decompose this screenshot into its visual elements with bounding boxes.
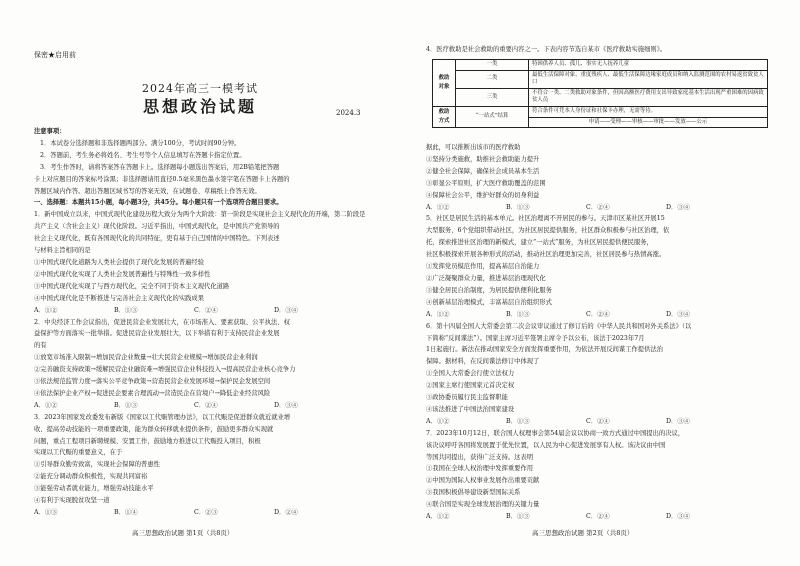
answer-a: A．①②	[426, 310, 450, 318]
exam-title: 2024年高三一模考试	[142, 82, 258, 95]
question-line: 社会主义现代化，既有各国现代化的共同特征，更有基于自己国情的中国特色。下列表述	[34, 235, 280, 243]
answer-a: A．①②	[34, 306, 58, 314]
answer-choices	[426, 309, 776, 321]
question-line: 共产主义（含社会主义）现代化阶段。习近平指出，中国式现代化，是中国共产党领导的	[34, 223, 280, 231]
answer-b: B．①③	[506, 513, 530, 521]
page-footer: 高三思想政治试题 第1页（共8页）	[132, 529, 234, 537]
question-line: 社区积极探索开展各种形式的活动，推动社区治理更加完善，社区居民参与热情高涨。	[426, 251, 666, 259]
answer-d: D．③④	[666, 513, 690, 521]
table-row	[433, 60, 768, 71]
option: ②健全社会保障，确保社会成员基本生活	[426, 167, 540, 175]
option: ②中国为国际人权事业发展作出重要贡献	[426, 477, 540, 485]
option: ④有利于实现脱贫攻坚一道	[34, 497, 110, 505]
question-line: 实现以工代赈的重要意义，在于	[34, 449, 123, 457]
level-cell: 一类	[456, 60, 529, 71]
answer-c: C．②③	[194, 509, 218, 516]
answer-b: B．①③	[114, 401, 138, 409]
option: ①中国式现代化道路为人类社会提供了现代化发展的普遍经验	[34, 258, 205, 266]
option: ①引导群众勤劳致富，实现社会保障的普惠性	[34, 461, 160, 469]
rescue-table	[432, 59, 768, 128]
question-line: 收、提高劳动技能的一项重要政策，能为群众转移就业提供条件，鼓励更多群众实现就	[34, 425, 274, 433]
option: ①全国人大常委会行使立法权力	[426, 370, 515, 378]
answer-d: D．③④	[666, 310, 690, 318]
question-line: 5．社区是居民生活的基本单元。社区治理离不开居民的参与。天津市区某社区开展15	[426, 215, 665, 223]
answer-d: D．③④	[274, 306, 298, 314]
answer-a: A．①②	[426, 417, 450, 425]
content-cell: 特困供养人员、孤儿、事实无人抚养儿童	[529, 60, 768, 71]
option: ③彰显公平原则，扩大医疗救助覆盖的范围	[426, 179, 546, 187]
answer-b: B．①③	[506, 203, 530, 211]
question-line: 与材料主旨相同的是	[34, 247, 91, 255]
content-cell: 不符合一类、二类救助对象条件，但因高额医疗费用支出导致家庭基本生活出现严重困难的因病致贫人员	[529, 88, 768, 106]
option: ④中国式现代化是不断推进与完善社会主义现代化的实践成果	[34, 294, 205, 302]
option: ①放宽市场准入限制→增加民营企业数量→壮大民营企业规模→增加民营企业利润	[34, 354, 258, 362]
answer-a: A．①③	[34, 509, 58, 516]
table-header-cell: 救助方式	[433, 106, 456, 127]
option: ④该法推进了中国法治国家建设	[426, 405, 515, 413]
answer-choices	[426, 202, 776, 214]
question-line: 等国共同提出，获得广泛支持。这表明	[426, 453, 534, 461]
option: ②广泛凝聚群众力量，推进基层治理现代化	[426, 274, 546, 282]
level-cell: “一站式”结算	[456, 106, 529, 127]
question-line: 7．2023年10月12日，联合国人权理事会第54届会议以协商一致方式通过中国提出的决议，	[426, 429, 685, 437]
question-line: 托，探索推进社区治理的新模式，建立“一站式”服务，为社区居民提供便民服务，	[426, 239, 653, 247]
answer-choices	[34, 305, 374, 317]
answer-c: C．②④	[194, 306, 218, 314]
notes-item: 3．考生作答时，请将答案答在答题卡上。选择题每小题选出答案后，用2B铅笔把答题	[40, 163, 280, 171]
answer-c: C．②④	[194, 401, 218, 409]
page-title: 思想政治试题	[142, 97, 257, 116]
option: ③政协委员履行民主监督职能	[426, 394, 508, 402]
answer-choices	[426, 511, 776, 523]
question-line: 问题，重点工程项目新聘规模、安置工作，鼓励地方推进以工代赈投入项目，积极	[34, 437, 261, 445]
table-row	[433, 106, 768, 117]
answer-c: C．②④	[586, 513, 610, 521]
notes-item: 2．答题前，考生务必将姓名、考生号等个人信息填写在答题卡指定位置。	[40, 151, 246, 159]
option: ②国家主席行使国家元首决定权	[426, 382, 515, 390]
page-footer: 高三思想政治试题 第2页（共8页）	[532, 529, 634, 537]
question-6	[426, 321, 776, 428]
option: ①坚持分类施救，助推社会救助能力提升	[426, 155, 540, 163]
answer-a: A．①②	[426, 513, 450, 521]
notes-title: 注意事项：	[34, 128, 66, 135]
answer-b: B．①④	[114, 509, 138, 516]
question-line: 6．第十四届全国人大常委会第二次会议审议通过了修订后的《中华人民共和国对外关系法》（以	[426, 322, 692, 330]
table-row	[433, 70, 768, 88]
question-line: 3．2023年国家发改委发布新版《国家以工代赈管理办法》，以工代赈是促进群众就近就业增	[34, 413, 291, 421]
option: ③依法规范监管力度→落实公平竞争政策→营造民营企业发展环境→保护民企发展空间	[34, 378, 271, 386]
option: ②完善融资支持政策→缓解民营企业融资难→增强民营企业科技投入→提高民营企业核心竞争力	[34, 366, 296, 374]
answer-d: D．③④	[666, 203, 690, 211]
answer-d: D．②④	[274, 509, 298, 516]
level-cell: 二类	[456, 70, 529, 88]
option: ③中国式现代化实现了与西方现代化，完全不同于资本主义现代化道路	[34, 282, 230, 290]
question-5	[426, 213, 776, 320]
option: ③健全居民自治制度，为居民提供便利化服务	[426, 286, 552, 294]
answer-choices	[34, 507, 374, 519]
option: ①我国在全球人权治理中发挥重要作用	[426, 465, 534, 473]
answer-d: D．③④	[274, 401, 298, 409]
option: ④依法保护企业产权→促进民企要素合理流动→营造民企在营境户→降低企业经营风险	[34, 389, 271, 397]
question-line: 下简称“反间谍法”）。国家主席习近平签署主席令予以公布，该法于2023年7月	[426, 334, 645, 342]
question-3	[34, 412, 374, 519]
option: ③我国积极倡导建设新型国际关系	[426, 489, 521, 497]
question-4-stem	[426, 44, 776, 56]
table-row	[433, 88, 768, 106]
content-cell: 符合条件可凭本人身份证和社保卡办理，无需等待。	[529, 106, 768, 117]
option: ②能充分调动群众积极性，实现共同富裕	[34, 473, 148, 481]
answer-c: C．②④	[586, 310, 610, 318]
notes-item: 卡上对应题目的答案标号涂黑；非选择题请用直径0.5毫米黑色墨水签字笔在答题卡上各题的	[34, 175, 290, 183]
answer-b: B．①③	[506, 310, 530, 318]
option: ④保障社会公平，维护好群众的切身利益	[426, 191, 540, 199]
notes-item: 答题区域内作答。超出答题区域书写的答案无效，在试题卷、草稿纸上作答无效。	[34, 187, 261, 195]
answer-choices	[426, 416, 776, 428]
table-header-cell: 救助对象	[433, 60, 456, 107]
answer-c: C．②④	[586, 417, 610, 425]
option: ④联合国是实现全球发展治理的关键力量	[426, 501, 540, 509]
question-line: 1．新中国成立以来，中国式现代化建设历程大致分为两个大阶段：第一阶段是实现社会主义现代化的开端，第二阶段是	[34, 211, 366, 219]
content-cell: 申请——受理——审核——审批——发放——公示	[529, 117, 768, 128]
section-title: 一、选择题：本题共15小题，每小题3分，共45分。每小题只有一个选项符合题目要求。	[34, 199, 283, 207]
question-line: 的有	[34, 342, 47, 350]
secret-label: 保密★启用前	[34, 51, 76, 59]
notes-item: 1．本试卷分选择题和非选择题两部分。满分100分，考试时间90分钟。	[40, 139, 241, 147]
question-line: 1日起施行。新法在推动国家安全方面发挥重要作用，为依法开展反间谍工作提供法治	[426, 346, 663, 354]
right-column	[426, 142, 776, 523]
option: ②中国式现代化实现了人类社会发展普遍性与特殊性一致多样性	[34, 270, 211, 278]
answer-a: A．①②	[426, 203, 450, 211]
level-cell: 三类	[456, 88, 529, 106]
question-4-followup	[426, 142, 776, 213]
answer-d: D．③④	[666, 417, 690, 425]
question-1	[34, 209, 374, 316]
option: ①发挥党员模范作用，提高基层自治能力	[426, 263, 540, 271]
answer-a: A．①②	[34, 401, 58, 409]
question-line: 该决议呼吁各国将发展置于优先位置，以人民为中心促进发展享有人权。该决议由中国	[426, 441, 666, 449]
question-line: 据此，可以推断出该市的医疗救助	[426, 144, 521, 151]
question-2	[34, 317, 374, 412]
question-line: 保障。据材料，在反间谍法修订中体现了	[426, 358, 540, 366]
option: ④创新基层治理模式，丰富基层自治组织形式	[426, 298, 552, 306]
answer-b: B．①③	[114, 306, 138, 314]
option: ③能强劳动者就业能力，增强劳动技能水平	[34, 485, 154, 493]
question-line: 大型服务，6个党组织带动社区，为社区居民提供服务，社区群众积极参与社区治理，依	[426, 227, 670, 235]
question-line: 2．中央经济工作会议指出，促进民营企业发展壮大，在市场准入、要素获取、公平执法、权	[34, 318, 290, 326]
exam-date: 2024.3	[336, 109, 361, 117]
question-line: 益保护等方面落实一批举措。促进民营企业发展壮大，以下举措有利于支持民营企业发展	[34, 330, 280, 338]
answer-c: C．②④	[586, 203, 610, 211]
question-7	[426, 428, 776, 523]
question-line: 4．医疗救助是社会救助的重要内容之一。下表内容节选自某市《医疗救助实施细则》。	[426, 46, 667, 53]
answer-choices	[34, 400, 374, 412]
content-cell: 最低生活保障对象、重度残疾人、最低生活保障边缘家庭成员和纳入监测范围的农村易返贫致贫人口	[529, 70, 768, 88]
notes	[34, 126, 374, 519]
answer-b: B．①③	[506, 417, 530, 425]
